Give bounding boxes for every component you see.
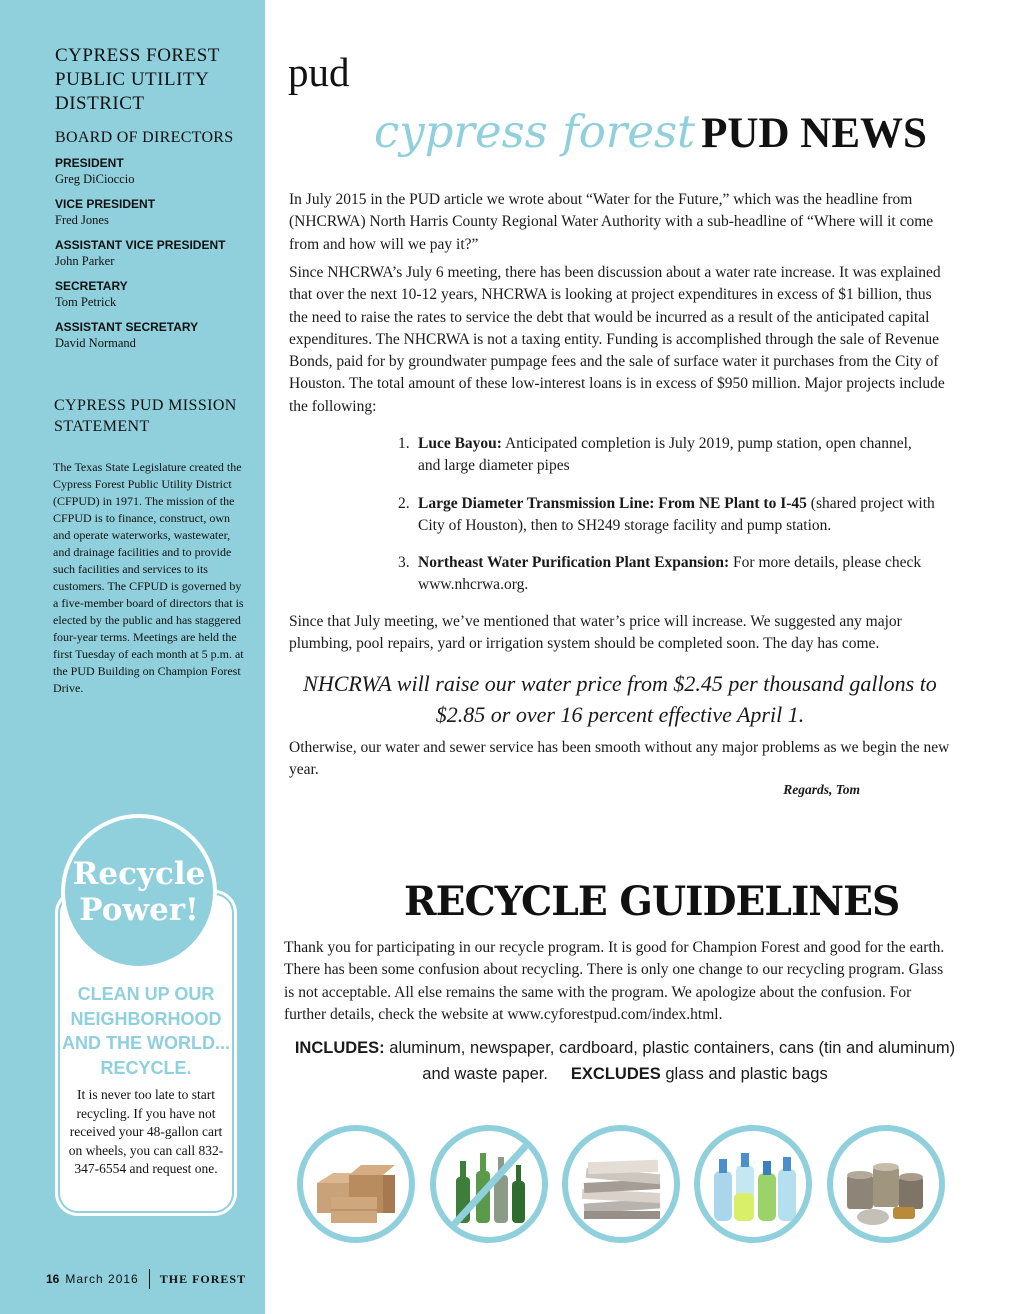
org-title: CYPRESS FOREST PUBLIC UTILITY DISTRICT	[55, 45, 220, 114]
officer-president	[55, 155, 255, 187]
project-title: Large Diameter Transmission Line: From NE Plant to I-45	[418, 494, 807, 512]
recycle-power-title: Recycle Power!	[72, 856, 206, 928]
includes-label: INCLUDES:	[294, 1039, 385, 1057]
list-item	[398, 493, 938, 538]
includes-text: aluminum, newspaper, cardboard, plastic containers, cans (tin and aluminum) and waste paper.	[384, 1039, 956, 1083]
officer-list	[55, 155, 255, 360]
list-item-body	[418, 552, 938, 597]
officer-name: Tom Petrick	[55, 295, 117, 309]
paragraph-price-increase: Since that July meeting, we’ve mentioned that water’s price will increase. We suggested any major plumbing, pool repairs, yard or irrigation system should be completed soon. The day has come.	[289, 613, 902, 653]
paragraph-intro: In July 2015 in the PUD article we wrote about “Water for the Future,” which was the headline from (NHCRWA) North Harris County Regional Water Authority with a sub-headline of “Where will it come from and how will we pay it?”	[289, 191, 934, 253]
project-title: Luce Bayou:	[418, 435, 502, 452]
recycle-power-badge	[61, 814, 217, 970]
masthead-title: PUD NEWS	[701, 110, 927, 157]
paragraph-rates: Since NHCRWA’s July 6 meeting, there has been discussion about a water rate increase. It was explained that over the next 10-12 years, NHCRWA is looking at project expenditures in excess of $1 billion, thus the need to raise the rates to service the debt that would be incurred as a result of the anticipated capital expenditures. The NHCRWA is not a taxing entity. Funding is accomplished through the sale of Revenue Bonds, paid for by groundwater pumpage fees and the sale of surface water it purchases from the City of Houston. The total amount of these low-interest loans is in excess of $950 million. Major projects include the following:	[289, 264, 945, 415]
officer-role: VICE PRESIDENT	[55, 197, 156, 211]
recycle-paragraph: Thank you for participating in our recycle program. It is good for Champion Forest and good for the earth. There has been some confusion about recycling. There is only one change to our recycling program. Glass is not acceptable. All else remains the same with the program. We apologize about the confusion. For further details, check the website at www.cyforestpud.com/index.html.	[284, 939, 945, 1023]
recycle-slogan: CLEAN UP OUR NEIGHBORHOOD AND THE WORLD... RECYCLE.	[62, 984, 230, 1078]
list-item-body	[418, 433, 938, 478]
board-heading: BOARD OF DIRECTORS	[55, 129, 234, 146]
page-footer	[46, 1270, 246, 1288]
sidebar	[0, 0, 265, 1314]
recycle-note: It is never too late to start recycling. If you have not received your 48-gallon cart on wheels, you can call 832-347-6554 and request one.	[68, 1087, 224, 1176]
newspaper-icon	[562, 1125, 680, 1243]
issue-date: March 2016	[65, 1272, 139, 1286]
officer-assistant-secretary	[55, 319, 255, 351]
no-glass-icon	[430, 1125, 548, 1243]
list-item	[398, 552, 938, 597]
project-text: For more details, please check www.nhcrwa.org.	[418, 554, 922, 594]
magazine-name: THE FOREST	[159, 1271, 247, 1286]
officer-secretary	[55, 278, 255, 310]
list-item-body	[418, 493, 938, 538]
includes-excludes	[290, 1035, 960, 1087]
officer-vice-president	[55, 196, 255, 228]
list-number: 3.	[398, 554, 410, 572]
cardboard-icon	[297, 1125, 415, 1243]
officer-assistant-vice-president	[55, 237, 255, 269]
officer-role: SECRETARY	[55, 279, 128, 293]
page-number: 16	[46, 1272, 60, 1286]
officer-name: John Parker	[55, 254, 115, 268]
officer-name: Fred Jones	[55, 213, 109, 227]
paragraph-closing: Otherwise, our water and sewer service has been smooth without any major problems as we begin the new year.	[289, 739, 950, 779]
rate-callout: NHCRWA will raise our water price from $2.45 per thousand gallons to $2.85 or over 16 percent effective April 1.	[303, 671, 937, 727]
project-list	[398, 433, 938, 612]
mission-text: The Texas State Legislature created the Cypress Forest Public Utility District (CFPUD) in 1971. The mission of the CFPUD is to finance, construct, own and operate waterworks, wastewater, and drainage facilities and to provide such facilities and services to its customers. The CFPUD is governed by a five-member board of directors that is elected by the public and has staggered four-year terms. Meetings are held the first Tuesday of each month at 5 p.m. at the PUD Building on Champion Forest Drive.	[53, 460, 244, 695]
list-number: 2.	[398, 494, 410, 512]
project-text: Anticipated completion is July 2019, pump station, open channel, and large diameter pipes	[418, 435, 912, 475]
recycle-icon-row	[297, 1125, 947, 1245]
section-label: pud	[288, 49, 350, 95]
officer-role: ASSISTANT VICE PRESIDENT	[55, 238, 226, 252]
officer-name: Greg DiCioccio	[55, 172, 135, 186]
excludes-label: EXCLUDES	[570, 1065, 661, 1083]
signoff: Regards, Tom	[783, 782, 860, 797]
list-number: 1.	[398, 435, 410, 452]
officer-role: ASSISTANT SECRETARY	[55, 320, 199, 334]
mission-heading: CYPRESS PUD MISSION STATEMENT	[54, 397, 237, 435]
project-text: (shared project with City of Houston), then to SH249 storage facility and pump station.	[418, 494, 935, 534]
masthead	[374, 105, 927, 158]
footer-divider	[149, 1269, 150, 1289]
plastic-bottles-icon	[694, 1125, 812, 1243]
list-item	[398, 433, 938, 478]
officer-name: David Normand	[55, 336, 136, 350]
excludes-text: glass and plastic bags	[660, 1065, 828, 1083]
project-title: Northeast Water Purification Plant Expansion:	[418, 554, 730, 572]
recycle-guidelines-heading: RECYCLE GUIDELINES	[404, 878, 900, 925]
officer-role: PRESIDENT	[55, 156, 124, 170]
cans-icon	[827, 1125, 945, 1243]
masthead-script: cypress forest	[374, 105, 696, 158]
